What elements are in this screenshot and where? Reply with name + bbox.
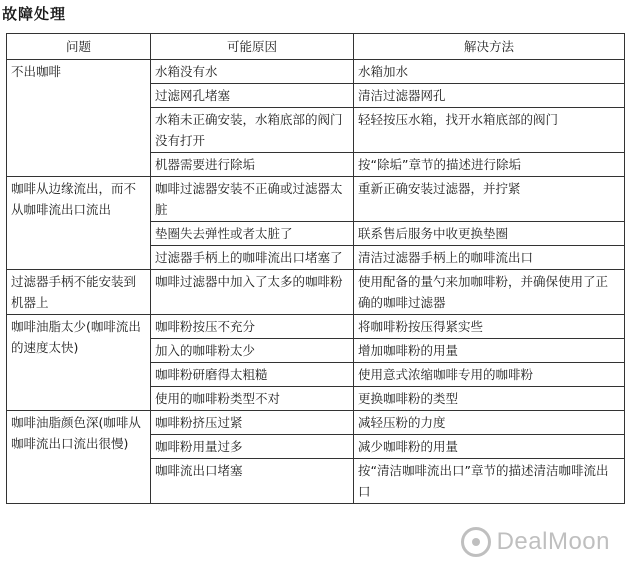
solution-cell: 水箱加水 [354,60,625,84]
solution-cell: 联系售后服务中收更换垫圈 [354,222,625,246]
cause-cell: 咖啡粉用量过多 [151,435,354,459]
solution-cell: 清洁过滤器网孔 [354,84,625,108]
solution-cell: 增加咖啡粉的用量 [354,339,625,363]
cause-cell: 咖啡过滤器安装不正确或过滤器太脏 [151,177,354,222]
solution-cell: 按“除垢”章节的描述进行除垢 [354,153,625,177]
table-row [7,177,625,222]
watermark [461,527,610,557]
table-header-row [7,34,625,60]
table-row [7,270,625,315]
watermark-text: DealMoon [496,528,610,555]
solution-cell: 清洁过滤器手柄上的咖啡流出口 [354,246,625,270]
solution-cell: 更换咖啡粉的类型 [354,387,625,411]
cause-cell: 咖啡粉挤压过紧 [151,411,354,435]
solution-cell: 将咖啡粉按压得紧实些 [354,315,625,339]
solution-cell: 使用意式浓缩咖啡专用的咖啡粉 [354,363,625,387]
problem-cell: 咖啡从边缘流出，而不从咖啡流出口流出 [7,177,151,270]
problem-cell: 咖啡油脂太少(咖啡流出的速度太快) [7,315,151,411]
solution-cell: 使用配备的量勺来加咖啡粉，并确保使用了正确的咖啡过滤器 [354,270,625,315]
table-row [7,315,625,339]
cause-cell: 咖啡过滤器中加入了太多的咖啡粉 [151,270,354,315]
solution-cell: 减轻压粉的力度 [354,411,625,435]
solution-cell: 轻轻按压水箱，找开水箱底部的阀门 [354,108,625,153]
cause-cell: 过滤器手柄上的咖啡流出口堵塞了 [151,246,354,270]
column-header-solution: 解决方法 [354,34,625,60]
cause-cell: 咖啡粉研磨得太粗糙 [151,363,354,387]
solution-cell: 按“清洁咖啡流出口”章节的描述清洁咖啡流出口 [354,459,625,504]
table-row [7,60,625,84]
solution-cell: 重新正确安装过滤器，并拧紧 [354,177,625,222]
page-title: 故障处理 [2,5,67,23]
column-header-cause: 可能原因 [151,34,354,60]
cause-cell: 使用的咖啡粉类型不对 [151,387,354,411]
cause-cell: 垫圈失去弹性或者太脏了 [151,222,354,246]
problem-cell: 咖啡油脂颜色深(咖啡从咖啡流出口流出很慢) [7,411,151,504]
cause-cell: 咖啡粉按压不充分 [151,315,354,339]
cause-cell: 水箱没有水 [151,60,354,84]
problem-cell: 不出咖啡 [7,60,151,177]
column-header-problem: 问题 [7,34,151,60]
table-row [7,411,625,435]
cause-cell: 咖啡流出口堵塞 [151,459,354,504]
cause-cell: 过滤网孔堵塞 [151,84,354,108]
problem-cell: 过滤器手柄不能安装到机器上 [7,270,151,315]
cause-cell: 加入的咖啡粉太少 [151,339,354,363]
cause-cell: 水箱未正确安装，水箱底部的阀门没有打开 [151,108,354,153]
dealmoon-logo-icon [461,527,491,557]
cause-cell: 机器需要进行除垢 [151,153,354,177]
troubleshooting-table [6,33,625,504]
solution-cell: 减少咖啡粉的用量 [354,435,625,459]
